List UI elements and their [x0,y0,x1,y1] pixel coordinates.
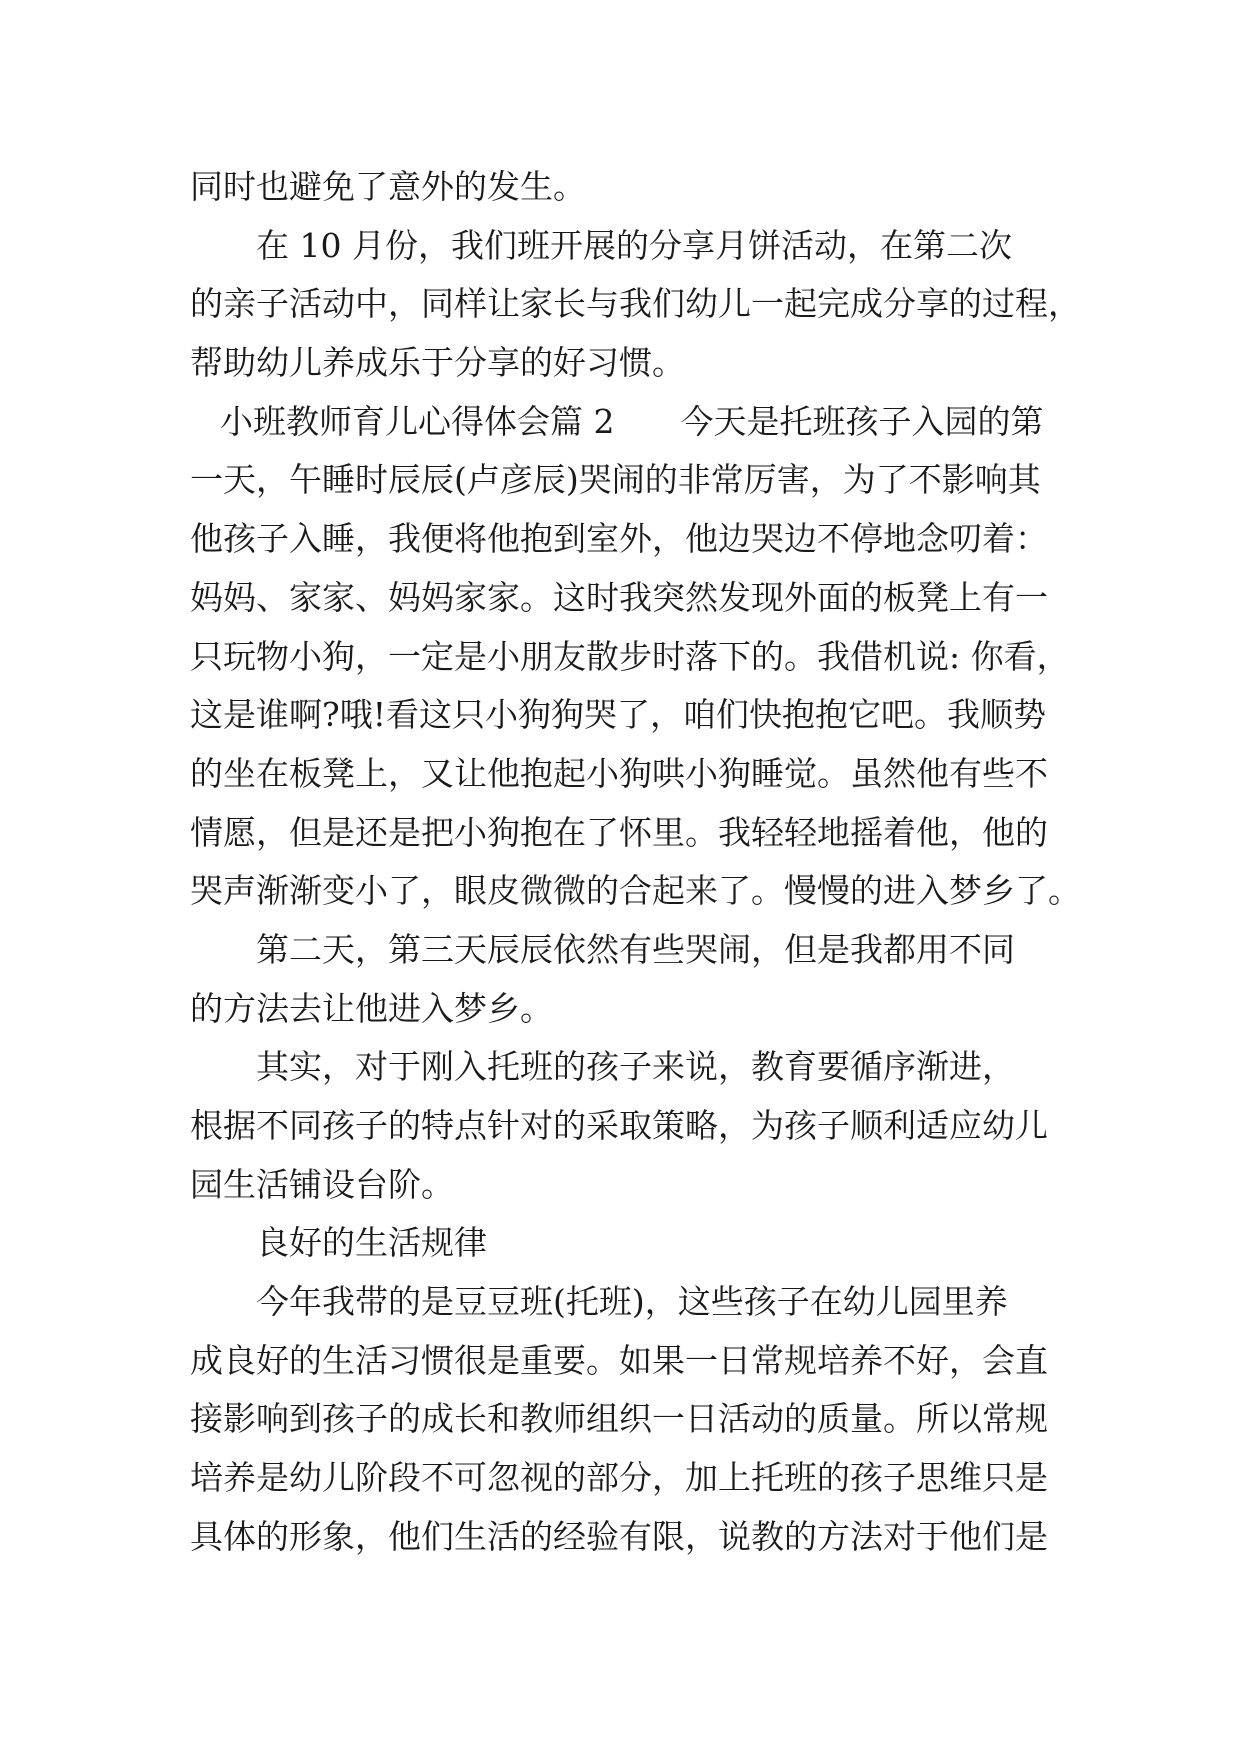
text-line: 的亲子活动中，同样让家长与我们幼儿一起完成分享的过程， [190,284,1081,324]
text-line: 妈妈、家家、妈妈家家。这时我突然发现外面的板凳上有一 [190,577,1048,617]
section-heading-line: 小班教师育儿心得体会篇 2 今天是托班孩子入园的第 [220,401,1044,441]
text-line: 根据不同孩子的特点针对的采取策略，为孩子顺利适应幼儿 [190,1106,1048,1145]
text-line: 具体的形象，他们生活的经验有限，说教的方法对于他们是 [190,1516,1048,1556]
text-line: 这是谁啊?哦!看这只小狗狗哭了，咱们快抱抱它吧。我顺势 [190,695,1046,735]
text-line: 在 10 月份，我们班开展的分享月饼活动，在第二次 [190,225,1012,265]
text-line: 一天，午睡时辰辰(卢彦辰)哭闹的非常厉害，为了不影响其 [190,460,1041,500]
text-line: 第二天，第三天辰辰依然有些哭闹，但是我都用不同 [190,929,1015,969]
text-line: 成良好的生活习惯很是重要。如果一日常规培养不好，会直 [190,1340,1048,1380]
subheading-line: 良好的生活规律 [190,1223,487,1263]
document-page [190,158,1081,1567]
text-line: 的坐在板凳上，又让他抱起小狗哄小狗睡觉。虽然他有些不 [190,753,1048,793]
text-line: 的方法去让他进入梦乡。 [190,988,553,1028]
text-line: 接影响到孩子的成长和教师组织一日活动的质量。所以常规 [190,1399,1048,1439]
text-line: 同时也避免了意外的发生。 [190,167,586,206]
text-line: 只玩物小狗，一定是小朋友散步时落下的。我借机说: 你看， [190,636,1070,676]
text-line: 哭声渐渐变小了，眼皮微微的合起来了。慢慢的进入梦乡了。 [190,871,1081,911]
text-line: 园生活铺设台阶。 [190,1164,454,1204]
text-line: 情愿，但是还是把小狗抱在了怀里。我轻轻地摇着他，他的 [190,812,1048,852]
text-line: 其实，对于刚入托班的孩子来说，教育要循序渐进， [190,1047,1015,1087]
text-line: 培养是幼儿阶段不可忽视的部分，加上托班的孩子思维只是 [190,1458,1048,1498]
text-line: 他孩子入睡，我便将他抱到室外，他边哭边不停地念叨着： [190,519,1048,559]
text-line: 今年我带的是豆豆班(托班)，这些孩子在幼儿园里养 [190,1282,1008,1322]
text-line: 帮助幼儿养成乐于分享的好习惯。 [190,343,685,383]
